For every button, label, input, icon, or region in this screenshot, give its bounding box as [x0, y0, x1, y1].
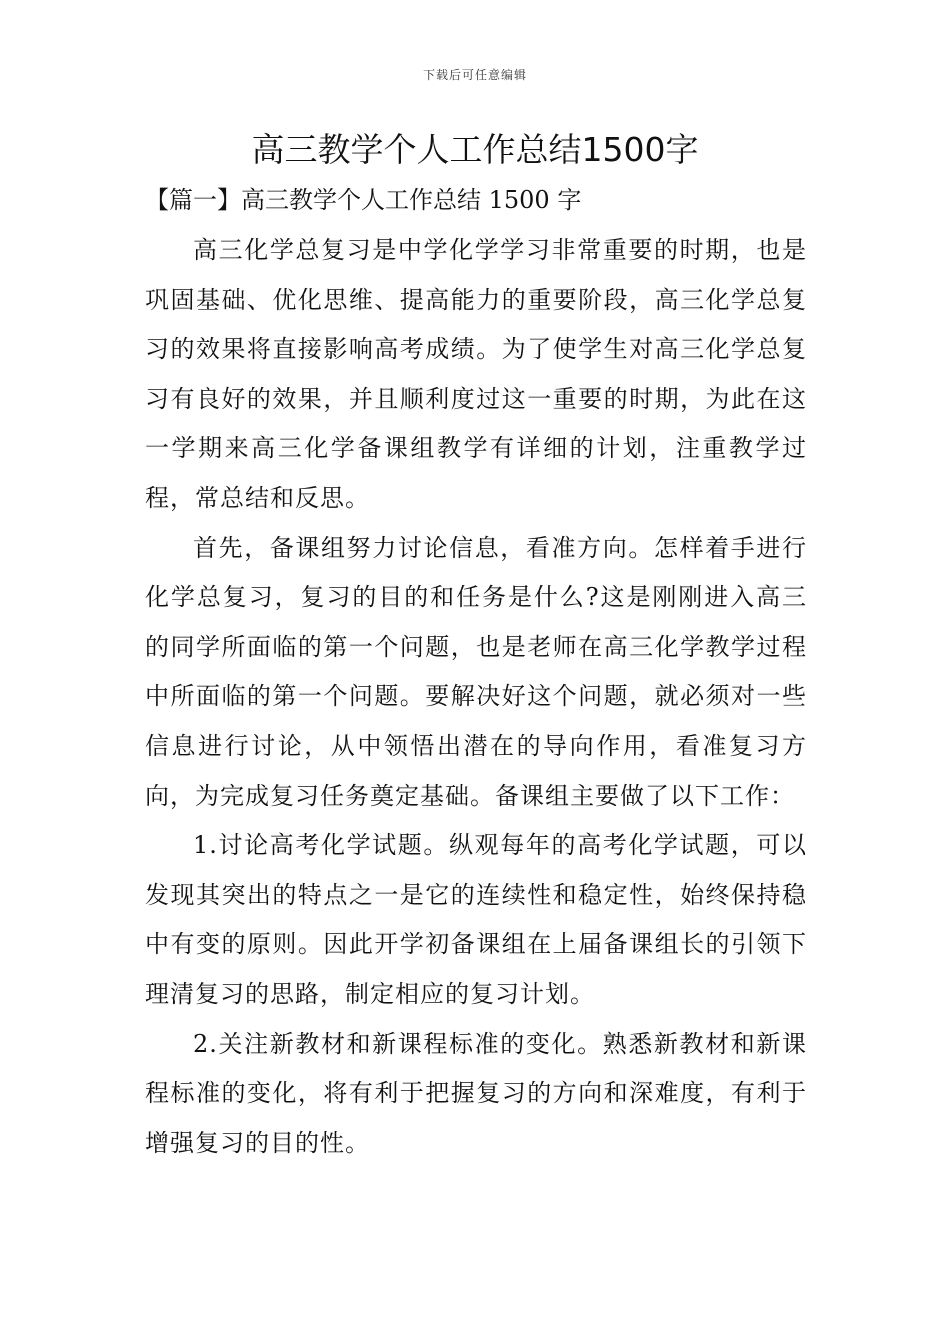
paragraph-intro: 高三化学总复习是中学化学学习非常重要的时期，也是巩固基础、优化思维、提高能力的重要阶段，高三化学总复习的效果将直接影响高考成绩。为了使学生对高三化学总复习有良好的效果，并且顺利度过这一重要的时期，为此在这一学期来高三化学备课组教学有详细的计划，注重教学过程，常总结和反思。 [145, 236, 807, 512]
document-body [145, 226, 807, 1168]
page-header-note: 下载后可任意编辑 [422, 68, 527, 82]
section-heading: 【篇一】高三教学个人工作总结 1500 字 [145, 186, 582, 214]
paragraph-first: 首先，备课组努力讨论信息，看准方向。怎样着手进行化学总复习，复习的目的和任务是什么?这是刚刚进入高三的同学所面临的第一个问题，也是老师在高三化学教学过程中所面临的第一个问题。要解决好这个问题，就必须对一些信息进行讨论，从中领悟出潜在的导向作用，看准复习方向，为完成复习任务奠定基础。备课组主要做了以下工作： [145, 533, 807, 810]
document-title: 高三教学个人工作总结1500字 [251, 130, 699, 169]
paragraph-item-1: 1.讨论高考化学试题。纵观每年的高考化学试题，可以发现其突出的特点之一是它的连续性和稳定性，始终保持稳中有变的原则。因此开学初备课组在上届备课组长的引领下理清复习的思路，制定相应的复习计划。 [145, 831, 807, 1008]
paragraph-item-2: 2.关注新教材和新课程标准的变化。熟悉新教材和新课程标准的变化，将有利于把握复习的方向和深难度，有利于增强复习的目的性。 [145, 1029, 807, 1157]
